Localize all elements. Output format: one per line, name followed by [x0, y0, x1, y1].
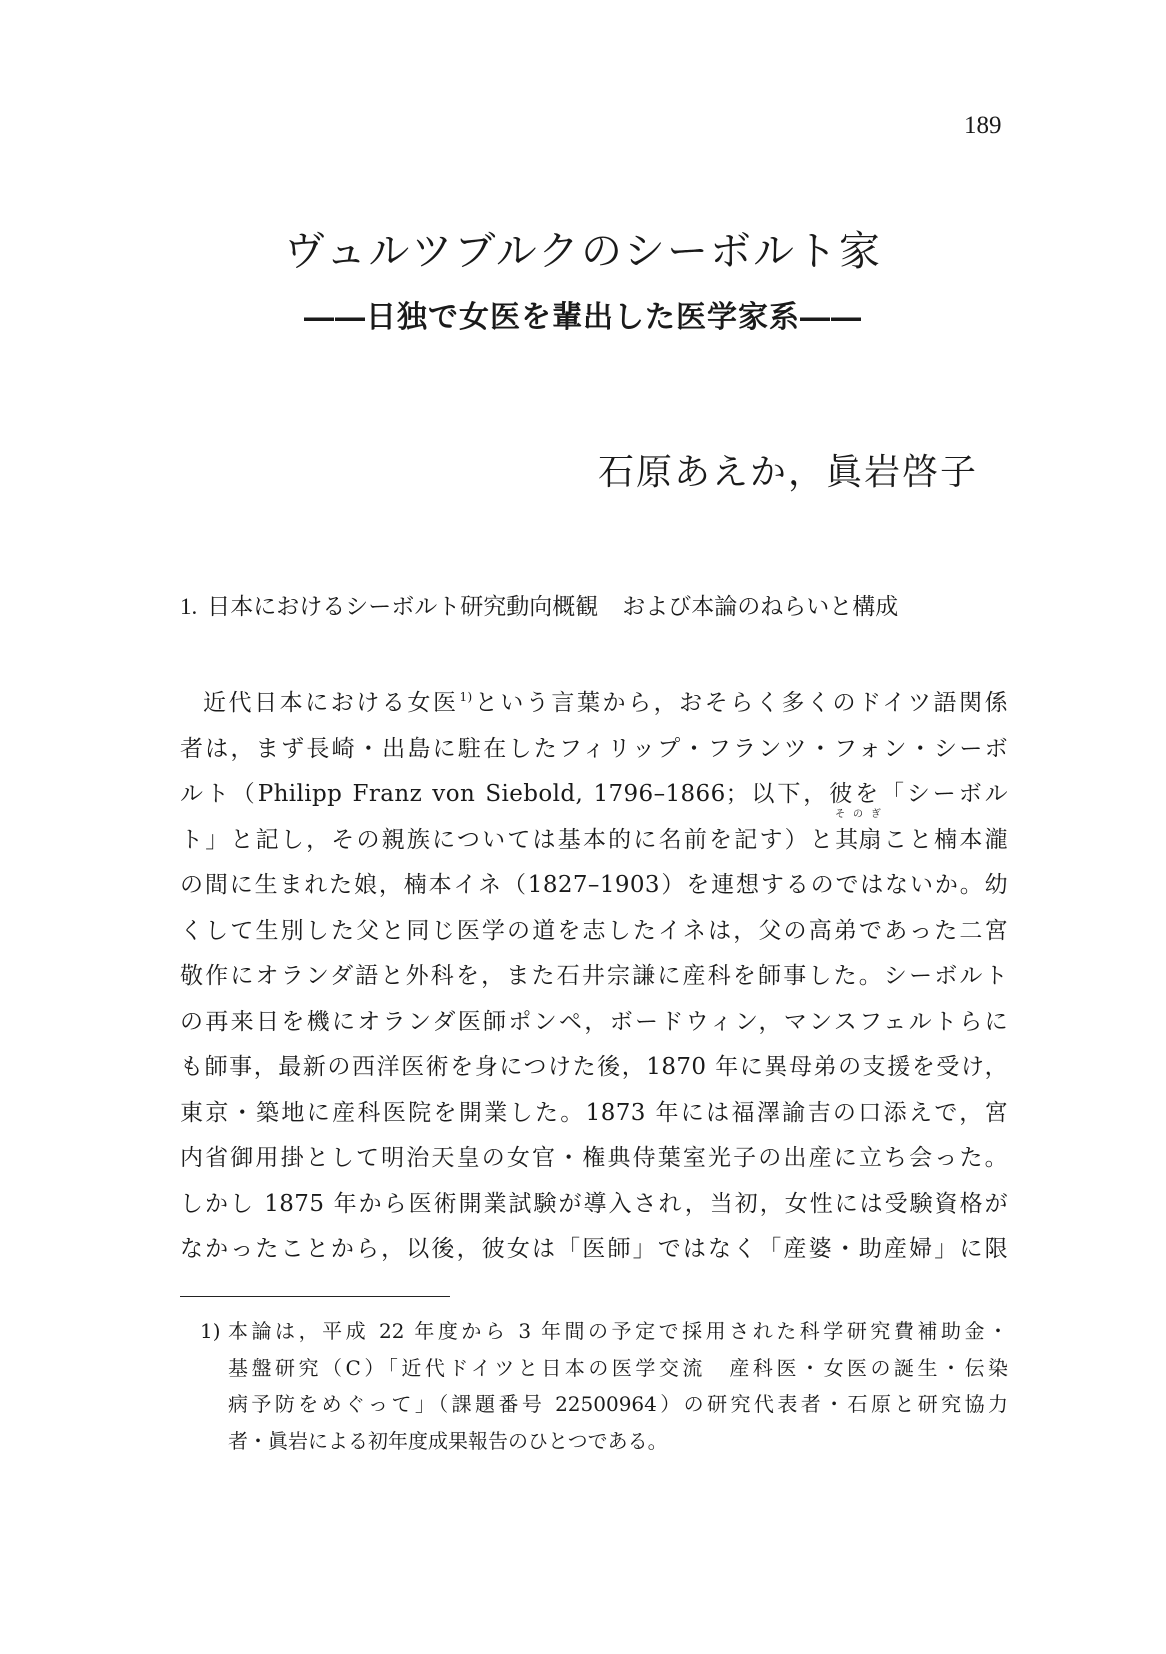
body-line: ルト（Philipp Franz von Siebold, 1796–1866；以下，彼を「シーボル: [180, 781, 1008, 807]
article-subtitle: ――日独で女医を輩出した医学家系――: [304, 300, 862, 335]
body-line: [180, 808, 1008, 864]
footnote-reference[interactable]: 1): [459, 690, 473, 704]
page-number: 189: [964, 112, 1002, 139]
body-line: も師事，最新の西洋医術を身につけた後，1870 年に異母弟の支援を受け，: [180, 1054, 1008, 1080]
footnote-line: 本論は，平成 22 年度から 3 年間の予定で採用された科学研究費補助金・: [228, 1319, 1008, 1343]
body-line: の再来日を機にオランダ医師ポンペ，ボードウィン，マンスフェルトらに: [180, 1008, 1008, 1035]
footnote-line: 基盤研究（C）「近代ドイツと日本の医学交流 産科医・女医の誕生・伝染: [228, 1355, 1008, 1380]
footnote-number: 1): [200, 1319, 221, 1343]
body-line: の間に生まれた娘，楠本イネ（1827–1903）を連想するのではないか。幼: [180, 872, 1008, 898]
body-line: 内省御用掛として明治天皇の女官・権典侍葉室光子の出産に立ち会った。: [180, 1145, 1008, 1171]
ruby-word: [835, 808, 882, 864]
body-line: 東京・築地に産科医院を開業した。1873 年には福澤諭吉の口添えで，宮: [180, 1099, 1008, 1126]
footnote-divider: [180, 1296, 450, 1297]
footnote-line: 者・眞岩による初年度成果報告のひとつである。: [228, 1428, 668, 1453]
article-title: ヴュルツブルクのシーボルト家: [284, 227, 882, 275]
body-line: しかし 1875 年から医術開業試験が導入され，当初，女性には受験資格が: [180, 1190, 1008, 1217]
section-title-a: 日本におけるシーボルト研究動向概観: [207, 594, 599, 620]
body-text-segment: 近代日本における女医: [203, 690, 459, 716]
body-text-segment: という言葉から，おそらく多くのドイツ語関係: [472, 690, 1009, 716]
body-text: [180, 681, 1008, 1273]
footnotes: [180, 1313, 1008, 1459]
section-heading: [180, 588, 1010, 621]
footnote-line: 病予防をめぐって」（課題番号 22500964）の研究代表者・石原と研究協力: [228, 1392, 1008, 1416]
section-title-b: および本論のねらいと構成: [622, 594, 899, 620]
body-line: [180, 681, 1008, 727]
body-text-segment: こと楠本瀧: [881, 826, 1008, 853]
ruby-reading: そのぎ: [835, 808, 882, 820]
section-number: 1.: [180, 594, 198, 619]
footnote: [180, 1313, 1008, 1459]
body-line: なかったことから，以後，彼女は「医師」ではなく「産婆・助産婦」に限: [180, 1236, 1008, 1262]
authors: 石原あえか，眞岩啓子: [597, 452, 978, 493]
ruby-base: 其扇: [835, 826, 882, 853]
body-line: 者は，まず長崎・出島に駐在したフィリップ・フランツ・フォン・シーボ: [180, 735, 1008, 762]
body-line: くして生別した父と同じ医学の道を志したイネは，父の高弟であった二宮: [180, 917, 1008, 944]
body-line: 敬作にオランダ語と外科を，また石井宗謙に産科を師事した。シーボルト: [180, 963, 1008, 989]
body-text-segment: ト」と記し，その親族については基本的に名前を記す）と: [180, 826, 836, 853]
